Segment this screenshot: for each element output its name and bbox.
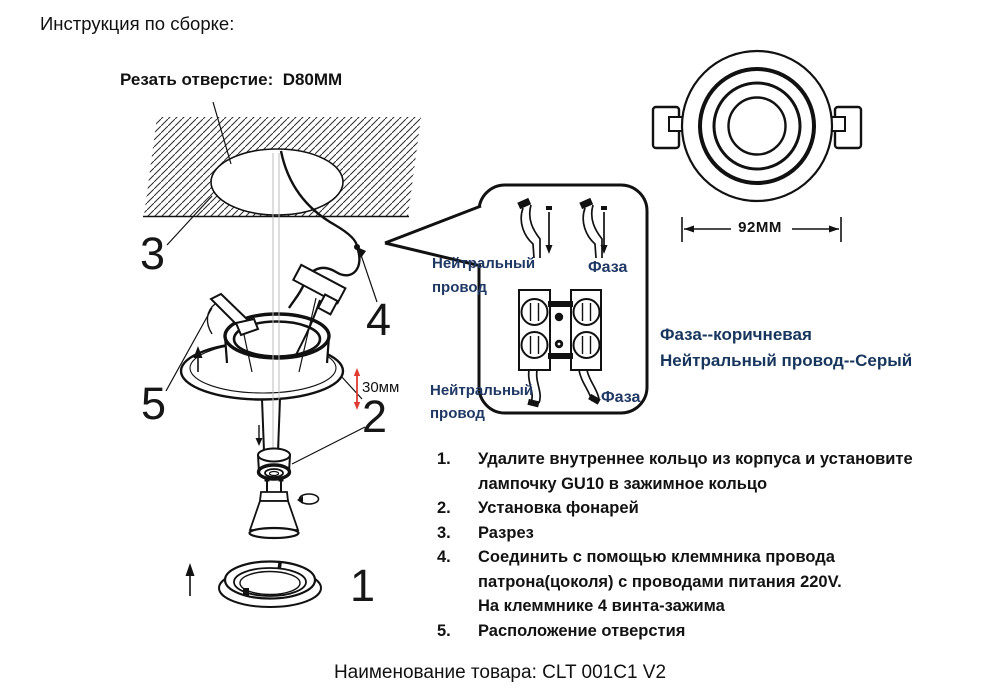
step-label-4: 4 <box>366 294 392 345</box>
instruction-item-2 <box>437 496 913 521</box>
instruction-line: патрона(цоколя) с проводами питания 220V. <box>478 572 842 591</box>
gu10-lamp-drawing <box>250 477 299 538</box>
up-arrow-ring <box>186 563 195 596</box>
instruction-number: 5. <box>437 621 451 640</box>
terminal-screw <box>574 299 600 325</box>
stem-tube-drawing <box>256 399 281 451</box>
instruction-line: На клеммнике 4 винта-зажима <box>478 597 725 615</box>
instruction-line: Удалите внутреннее кольцо из корпуса и установите <box>478 450 913 468</box>
dimension-92mm-label: 92MM <box>738 219 782 236</box>
instruction-line: Разрез <box>478 523 534 542</box>
step-label-5: 5 <box>141 378 167 429</box>
inner-ring-drawing <box>219 561 321 607</box>
lamp-socket-drawing <box>258 449 290 480</box>
phase-color-legend: Фаза--коричневая <box>660 325 812 344</box>
step-label-3: 3 <box>140 228 166 279</box>
dimension-30mm-label: 30мм <box>362 379 400 396</box>
instruction-item-1 <box>437 447 913 496</box>
instruction-item-5 <box>437 619 913 644</box>
neutral-wire-label-bottom: Нейтральный провод <box>430 382 534 422</box>
product-name: Наименование товара: CLT 001C1 V2 <box>333 662 667 683</box>
instruction-item-4 <box>437 545 913 619</box>
page-title: Инструкция по сборке: <box>40 13 235 34</box>
wire-color-legend <box>660 322 912 374</box>
instruction-item-3 <box>437 521 913 546</box>
terminal-screw <box>522 332 548 358</box>
instruction-number: 1. <box>437 450 451 468</box>
step-label-2: 2 <box>362 391 388 442</box>
neutral-color-legend: Нейтральный провод--Серый <box>660 351 913 370</box>
step-label-1: 1 <box>350 560 376 611</box>
instruction-line: лампочку GU10 в зажимное кольцо <box>478 474 768 493</box>
instruction-line: Установка фонарей <box>478 499 639 517</box>
terminal-screw <box>574 332 600 358</box>
instruction-line: Соединить с помощью клеммника провода <box>478 548 835 566</box>
instruction-number: 4. <box>437 548 451 566</box>
rotate-icon <box>297 494 319 504</box>
front-view-drawing <box>653 51 861 201</box>
instruction-number: 3. <box>437 523 451 542</box>
phase-wire-label-bottom: Фаза <box>601 389 641 406</box>
fixture-body-drawing <box>181 298 343 400</box>
ceiling-cutout-drawing <box>143 102 421 245</box>
instruction-list <box>437 447 913 643</box>
phase-wire-label-top: Фаза <box>588 259 628 276</box>
instruction-number: 2. <box>437 499 451 517</box>
neutral-wire-label-top: Нейтральный провод <box>432 255 536 296</box>
dimension-30mm <box>354 368 360 410</box>
terminal-screw <box>522 299 548 325</box>
instruction-line: Расположение отверстия <box>478 621 686 640</box>
cut-hole-label: Резать отверстие: D80MM <box>120 70 343 89</box>
